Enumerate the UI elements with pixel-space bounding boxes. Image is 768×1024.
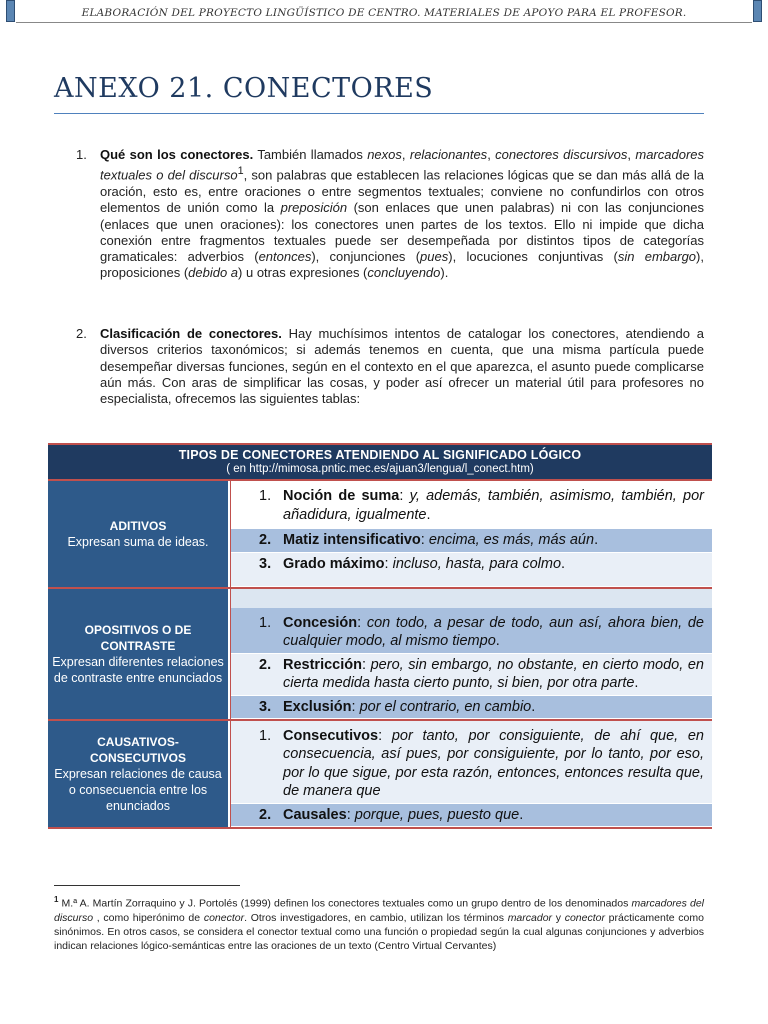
paragraph-2-heading: Clasificación de conectores. xyxy=(100,326,282,341)
item-label: Matiz intensificativo xyxy=(283,532,421,548)
list-item xyxy=(231,804,712,828)
item-sep: : xyxy=(378,727,392,744)
paragraph-1-number: 1. xyxy=(76,147,87,162)
items-cell xyxy=(230,481,712,587)
running-header: ELABORACIÓN DEL PROYECTO LINGÜÍSTICO DE CENTRO. MATERIALES DE APOYO PARA EL PROFESOR. xyxy=(81,7,687,19)
item-label: Causales xyxy=(283,806,347,823)
table-row xyxy=(48,589,712,721)
italic-term: nexos xyxy=(367,147,402,162)
item-number: 3. xyxy=(259,555,272,572)
page-title: ANEXO 21. CONECTORES xyxy=(54,73,434,104)
list-item xyxy=(231,721,712,804)
item-number: 2. xyxy=(259,656,272,673)
text-span: prácticamente como sinónimos. En otros casos, se considera el conector textual como una función o propiedad según la cual algunas conjunciones y adverbios indican relaciones lógico-semánticas entre las oraciones de un texto (Centro Virtual Cervantes) xyxy=(54,911,704,953)
list-item xyxy=(231,696,712,720)
item-sep: : xyxy=(357,614,367,631)
item-end: . xyxy=(495,633,500,649)
table-header xyxy=(48,443,712,479)
italic-term: relacionantes xyxy=(409,147,488,162)
item-sep: : xyxy=(384,555,393,572)
item-number: 1. xyxy=(259,488,272,504)
table-source: ( en http://mimosa.pntic.mec.es/ajuan3/lengua/l_conect.htm) xyxy=(226,463,534,475)
text-span: Hay muchísimos intentos de catalogar los conectores, atendiendo a diversos criterios taxonómicos; si además tenemos en cuenta, que una misma partícula puede desempeñar diversas funciones, según en el contexto en el que aparezca, el asunto puede complicarse aún más. Con aras de simplificar las cosas, y poder así ofrecer un material útil para profesores no especialista, ofrecemos las siguientes tablas: xyxy=(100,326,704,407)
list-item xyxy=(231,608,712,654)
paragraph-2-number: 2. xyxy=(76,326,87,341)
item-label: Consecutivos xyxy=(283,727,379,744)
item-number: 3. xyxy=(259,698,272,715)
text-span: , xyxy=(401,147,410,162)
italic-term: conector xyxy=(564,911,605,924)
item-end: . xyxy=(519,806,524,823)
paragraph-2 xyxy=(76,326,704,407)
header-divider xyxy=(16,22,752,23)
category-cell-aditivos xyxy=(48,481,230,587)
italic-term: marcador xyxy=(507,911,553,924)
item-label: Noción de suma xyxy=(283,488,400,504)
text-span: ), conjunciones ( xyxy=(311,249,421,265)
item-end: . xyxy=(531,698,536,715)
italic-term: debido a xyxy=(188,265,239,281)
italic-term: pues xyxy=(420,249,449,265)
item-text: incluso, hasta, para colmo xyxy=(392,555,562,572)
footnote-marker: 1 xyxy=(54,895,59,904)
category-name: ADITIVOS xyxy=(109,519,167,533)
item-label: Restricción xyxy=(283,656,362,673)
text-span: M.ª A. Martín Zorraquino y J. Portolés (1999) definen los conectores textuales como un grupo dentro de los denominados xyxy=(58,897,632,910)
item-text: por el contrario, en cambio xyxy=(359,698,532,715)
text-span: (son enlaces que unen palabras) ni con las conjunciones (enlaces que unen oraciones): los conectores unen partes de los textos. Ello ni impide que dicha conexión entre fragmentos textuales puede ser desempeñada por distintos tipos de categorías gramaticales: adverbios ( xyxy=(100,200,704,265)
list-item xyxy=(231,553,712,588)
text-span: ). xyxy=(440,265,449,281)
category-cell-opositivos xyxy=(48,589,230,719)
item-number: 2. xyxy=(259,532,272,548)
item-text: por tanto, por consiguiente, de ahí que, en consecuencia, así pues, por consiguiente, por lo tanto, por eso, por lo que sigue, por esta razón, entonces, entonces resulta que, de manera que xyxy=(283,727,704,799)
text-span: ), proposiciones ( xyxy=(100,249,704,281)
item-text: y, además, también, asimismo, también, por añadidura, igualmente xyxy=(283,488,704,523)
category-name: CAUSATIVOS-CONSECUTIVOS xyxy=(89,735,186,765)
item-text: encima, es más, más aún xyxy=(428,532,595,548)
item-number: 1. xyxy=(259,614,272,631)
table-row xyxy=(48,721,712,829)
text-span: , como hiperónimo de xyxy=(93,911,204,924)
item-end: . xyxy=(561,555,566,572)
title-divider xyxy=(54,113,704,114)
list-item xyxy=(231,529,712,553)
item-end: . xyxy=(426,506,431,523)
item-number: 2. xyxy=(259,806,272,823)
italic-term: conectores discursivos xyxy=(495,147,628,162)
category-description: Expresan relaciones de causa o consecuencia entre los enunciados xyxy=(54,767,222,813)
header-left-bar xyxy=(6,0,15,22)
item-sep: : xyxy=(351,698,360,715)
category-description: Expresan suma de ideas. xyxy=(67,535,209,549)
items-cell xyxy=(230,721,712,827)
item-sep: : xyxy=(361,656,371,673)
category-description: Expresan diferentes relaciones de contraste entre enunciados xyxy=(52,655,224,685)
italic-term: marcadores del discurso xyxy=(54,897,704,924)
text-span: , son palabras que establecen las relaciones lógicas que se dan más allá de la oración, esto es, entre oraciones o entre segmentos textuales; conviene no confundirlos con otros elementos de unión como la xyxy=(100,167,704,216)
item-sep: : xyxy=(346,806,355,823)
item-number: 1. xyxy=(259,727,272,744)
text-span: ), locuciones conjuntivas ( xyxy=(448,249,618,265)
item-text: porque, pues, puesto que xyxy=(354,806,520,823)
item-sep: : xyxy=(420,532,429,548)
table-title: TIPOS DE CONECTORES ATENDIENDO AL SIGNIFICADO LÓGICO xyxy=(178,448,582,462)
item-label: Exclusión xyxy=(283,698,352,715)
footnote xyxy=(54,893,704,953)
header-right-bar xyxy=(753,0,762,22)
category-name: OPOSITIVOS O DE CONTRASTE xyxy=(84,623,192,653)
text-span: , xyxy=(487,147,496,162)
italic-term: sin embargo xyxy=(617,249,697,265)
text-span: y xyxy=(552,911,565,924)
text-span: También llamados xyxy=(253,147,368,162)
item-text: pero, sin embargo, no obstante, en cierto modo, en cierta medida hasta cierto punto, si bien, por otra parte xyxy=(283,656,704,691)
paragraph-1 xyxy=(76,147,704,282)
category-cell-causativos xyxy=(48,721,230,827)
text-span: , xyxy=(627,147,636,162)
footnote-divider xyxy=(54,885,240,886)
connectors-table xyxy=(48,443,712,829)
italic-term: entonces xyxy=(258,249,312,265)
list-item xyxy=(231,481,712,529)
item-label: Concesión xyxy=(283,614,358,631)
italic-term: conector xyxy=(203,911,245,924)
item-text: con todo, a pesar de todo, aun así, ahora bien, de cualquier modo, al mismo tiempo xyxy=(283,614,704,649)
item-label: Grado máximo xyxy=(283,555,385,572)
table-row xyxy=(48,479,712,589)
text-span: . Otros investigadores, en cambio, utilizan los términos xyxy=(244,911,508,924)
item-end: . xyxy=(594,532,599,548)
items-cell xyxy=(230,589,712,719)
italic-term: marcadores textuales o del discurso xyxy=(100,147,704,183)
italic-term: preposición xyxy=(280,200,348,216)
item-end: . xyxy=(634,675,639,691)
item-sep: : xyxy=(399,488,410,504)
list-item xyxy=(231,654,712,696)
text-span: ) u otras expresiones ( xyxy=(238,265,368,281)
footnote-ref[interactable]: 1 xyxy=(237,165,244,178)
paragraph-1-heading: Qué son los conectores. xyxy=(100,147,254,162)
italic-term: concluyendo xyxy=(367,265,441,281)
